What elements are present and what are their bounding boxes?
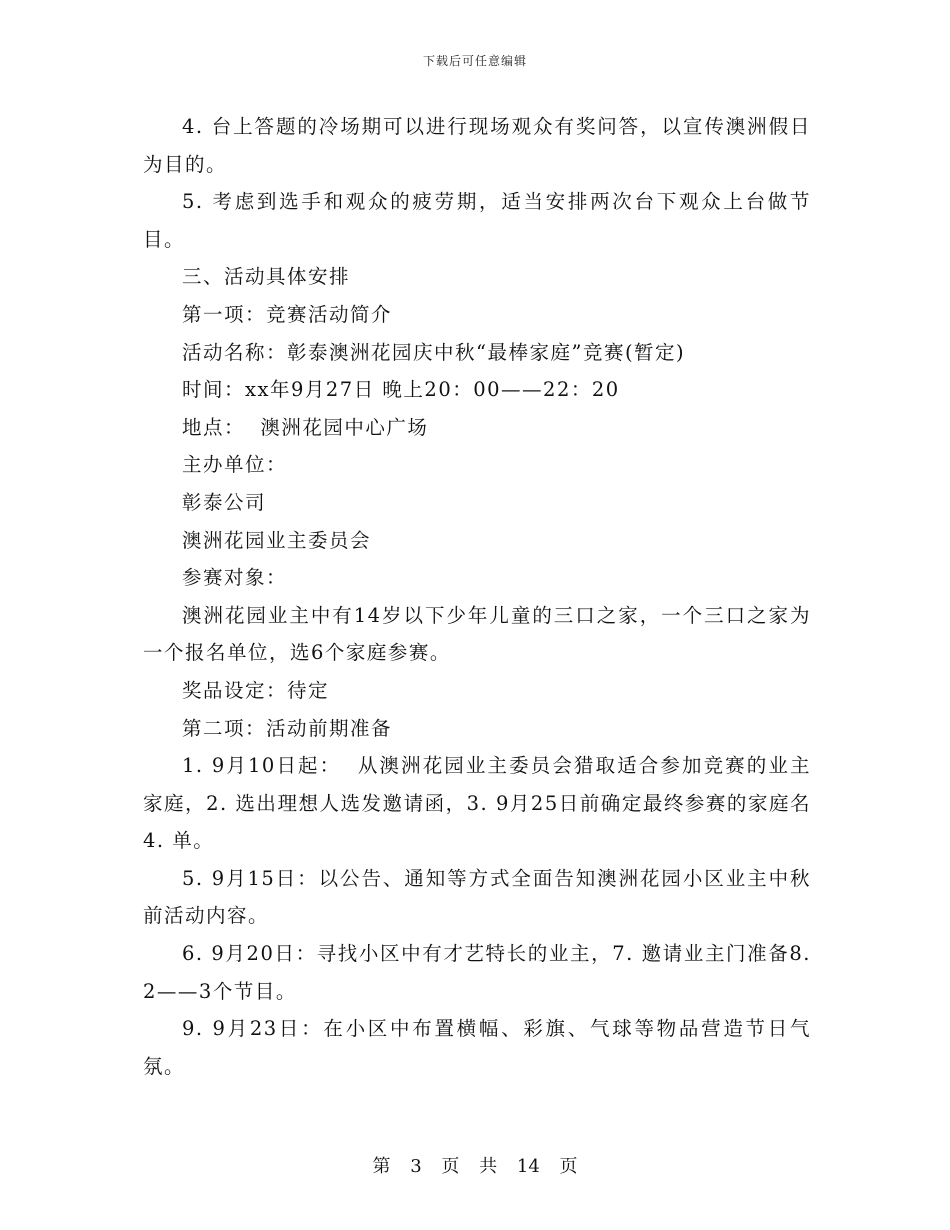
page-header-note: 下载后可任意编辑 <box>422 54 527 68</box>
document-body <box>143 108 811 1085</box>
paragraph: 奖品设定：待定 <box>182 678 330 702</box>
subsection-heading: 第一项：竞赛活动简介 <box>182 302 393 326</box>
paragraph: 6. 9月20日：寻找小区中有才艺特长的业主，7. 邀请业主门准备8. 2——3个节目。 <box>143 942 811 1003</box>
paragraph: 4. 台上答题的冷场期可以进行现场观众有奖问答，以宣传澳洲假日为目的。 <box>143 115 811 176</box>
page-footer <box>0 1152 950 1178</box>
paragraph: 彰泰公司 <box>182 490 267 514</box>
paragraph: 活动名称：彰泰澳洲花园庆中秋“最棒家庭”竞赛(暂定) <box>182 340 686 364</box>
subsection-heading: 第二项：活动前期准备 <box>182 716 393 740</box>
paragraph: 5. 考虑到选手和观众的疲劳期，适当安排两次台下观众上台做节目。 <box>143 190 811 251</box>
paragraph: 澳洲花园业主委员会 <box>182 528 372 552</box>
paragraph: 5. 9月15日：以公告、通知等方式全面告知澳洲花园小区业主中秋前活动内容。 <box>143 866 811 928</box>
paragraph: 地点： 澳洲花园中心广场 <box>182 415 429 439</box>
paragraph: 主办单位： <box>182 453 288 477</box>
page-label-suffix: 页 <box>559 1156 578 1177</box>
paragraph: 1. 9月10日起： 从澳洲花园业主委员会猎取适合参加竞赛的业主家庭，2. 选出理想人选发邀请函，3. 9月25日前确定最终参赛的家庭名4. 单。 <box>143 754 811 853</box>
paragraph: 时间：xx年9月27日 晚上20：00——22：20 <box>182 378 620 402</box>
page-label-mid: 页 <box>441 1156 460 1177</box>
page-label-prefix: 第 <box>372 1156 391 1177</box>
paragraph: 9. 9月23日：在小区中布置横幅、彩旗、气球等物品营造节日气氛。 <box>143 1017 811 1078</box>
total-pages: 14 <box>516 1156 540 1177</box>
section-heading: 三、活动具体安排 <box>182 265 351 289</box>
total-label: 共 <box>479 1156 498 1177</box>
paragraph: 澳洲花园业主中有14岁以下少年儿童的三口之家，一个三口之家为一个报名单位，选6个家庭参赛。 <box>143 603 811 665</box>
page-number: 3 <box>410 1156 422 1177</box>
paragraph: 参赛对象： <box>182 566 288 590</box>
